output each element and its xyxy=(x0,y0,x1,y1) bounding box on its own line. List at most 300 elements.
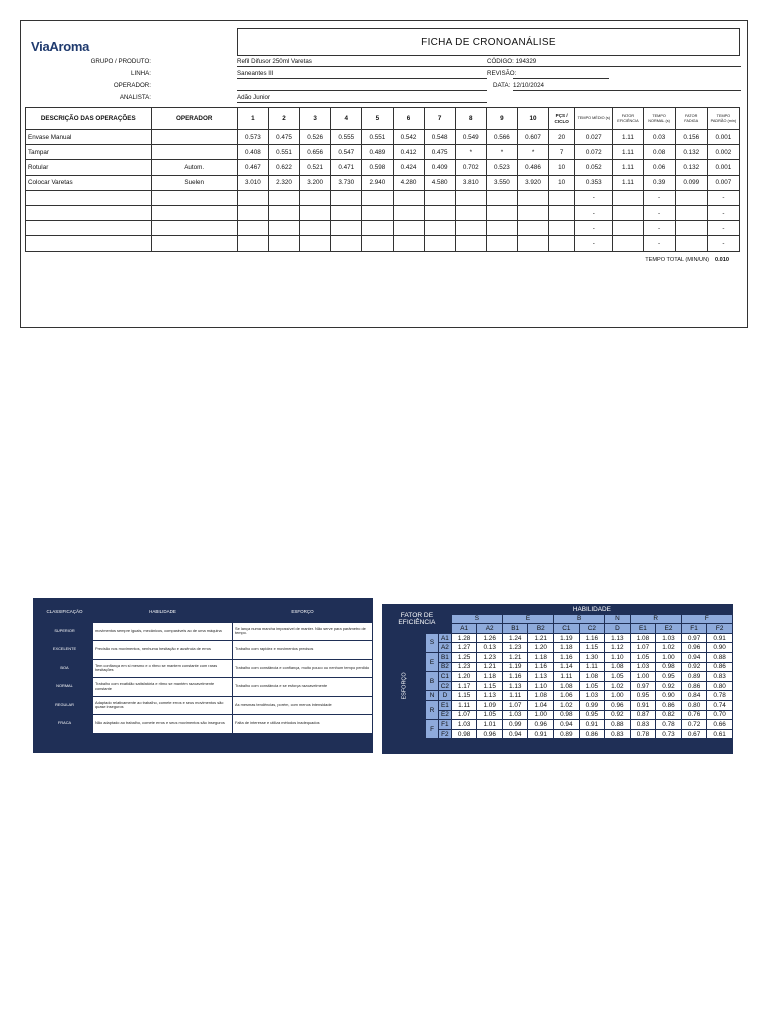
fe-value: 1.15 xyxy=(579,643,605,653)
fe-value: 1.00 xyxy=(528,710,554,720)
table-cell: 0.547 xyxy=(331,145,362,160)
fe-title: FATOR DE EFICIÊNCIA xyxy=(383,605,452,634)
fe-esforco-label: ESFORÇO xyxy=(383,633,426,739)
table-cell: 0.551 xyxy=(269,145,300,160)
table-cell xyxy=(269,236,300,251)
table-row xyxy=(26,221,740,236)
table-cell xyxy=(424,221,455,236)
table-cell: 0.099 xyxy=(675,175,707,190)
fe-value: 1.05 xyxy=(605,672,631,682)
fe-sub-A2: A2 xyxy=(477,624,503,634)
fe-value: 0.90 xyxy=(656,691,682,701)
fe-value: 0.99 xyxy=(502,720,528,730)
legend-header-esforco: ESFORÇO xyxy=(291,608,314,614)
table-cell: 4.580 xyxy=(424,175,455,190)
fe-value: 1.03 xyxy=(656,633,682,643)
table-cell xyxy=(151,145,237,160)
fe-value: 1.01 xyxy=(477,720,503,730)
table-row xyxy=(26,160,740,175)
table-cell: 0.548 xyxy=(424,130,455,145)
fe-value: 1.24 xyxy=(502,633,528,643)
fe-value: 1.21 xyxy=(528,633,554,643)
fe-value: 1.03 xyxy=(502,710,528,720)
fe-value: 1.18 xyxy=(554,643,580,653)
legend-description: Falta de interesse e utiliza métodos inadequados xyxy=(233,715,373,734)
fe-value: 0.89 xyxy=(681,672,707,682)
fe-value: 0.86 xyxy=(656,700,682,710)
table-cell: 0.156 xyxy=(675,130,707,145)
fe-value: 1.10 xyxy=(605,652,631,662)
table-cell: 0.489 xyxy=(362,145,393,160)
fe-value: 0.96 xyxy=(605,700,631,710)
table-cell: 2.940 xyxy=(362,175,393,190)
table-cell: 0.132 xyxy=(675,160,707,175)
fe-group-R: R xyxy=(630,614,681,624)
table-cell: - xyxy=(643,221,675,236)
fe-sub-B2: B2 xyxy=(528,624,554,634)
table-cell xyxy=(331,236,362,251)
fe-value: 0.94 xyxy=(681,652,707,662)
table-cell xyxy=(269,190,300,205)
fe-value: 0.78 xyxy=(656,720,682,730)
fe-value: 1.05 xyxy=(579,681,605,691)
table-cell xyxy=(613,205,643,220)
fe-row-code: D xyxy=(438,691,451,701)
fe-row-code: A2 xyxy=(438,643,451,653)
fe-value: 1.18 xyxy=(477,672,503,682)
legend-description: Precisão nos movimentos, nenhuma hesitação e ausência de erros xyxy=(93,641,233,660)
table-cell: 0.475 xyxy=(269,130,300,145)
table-cell xyxy=(549,221,575,236)
fe-value: 1.14 xyxy=(554,662,580,672)
fe-value: 1.13 xyxy=(528,672,554,682)
fe-value: 1.02 xyxy=(605,681,631,691)
table-cell: 0.001 xyxy=(707,130,739,145)
legend-description: Não adaptado ao trabalho, comete erros e seus movimentos são inseguros xyxy=(93,715,233,734)
fe-value: 0.95 xyxy=(579,710,605,720)
legend-description: Tem confiança em si mesmo e o ritmo se mantem constante com raras hesitações xyxy=(93,659,233,678)
fe-value: 1.15 xyxy=(477,681,503,691)
fe-row-group: R xyxy=(426,700,439,719)
table-cell xyxy=(393,221,424,236)
fe-value: 1.11 xyxy=(502,691,528,701)
table-cell: 0.353 xyxy=(575,175,613,190)
table-row xyxy=(26,175,740,190)
fe-value: 0.90 xyxy=(707,643,733,653)
fe-value: 1.06 xyxy=(554,691,580,701)
legend-row xyxy=(37,641,373,660)
legend-description: Se lança numa marcha impossível de manter. Não serve para parâmetro de tempo. xyxy=(233,622,373,641)
fe-value: 0.92 xyxy=(681,662,707,672)
table-cell xyxy=(151,205,237,220)
legend-header-habilidade: HABILIDADE xyxy=(149,608,176,614)
table-cell: 4.280 xyxy=(393,175,424,190)
table-cell: 2.320 xyxy=(269,175,300,190)
table-cell xyxy=(393,205,424,220)
fe-value: 0.78 xyxy=(707,691,733,701)
fe-value: 0.99 xyxy=(579,700,605,710)
table-cell: Rotular xyxy=(26,160,152,175)
fe-sub-D: D xyxy=(605,624,631,634)
table-cell: 0.03 xyxy=(643,130,675,145)
column-header-14: FATOR EFICIÊNCIA xyxy=(613,108,643,130)
fe-row-code: F1 xyxy=(438,720,451,730)
fe-row-code: E1 xyxy=(438,700,451,710)
legend-classification: SUPERIOR xyxy=(37,622,93,641)
fe-value: 1.02 xyxy=(656,643,682,653)
fe-value: 0.91 xyxy=(579,720,605,730)
table-cell: 0.598 xyxy=(362,160,393,175)
table-cell: Colocar Varetas xyxy=(26,175,152,190)
table-cell: 0.06 xyxy=(643,160,675,175)
fe-value: 0.96 xyxy=(528,720,554,730)
fe-row-code: B1 xyxy=(438,652,451,662)
fe-value: 1.18 xyxy=(528,652,554,662)
table-cell xyxy=(518,236,549,251)
table-cell: * xyxy=(486,145,517,160)
table-cell: 0.467 xyxy=(237,160,268,175)
table-cell xyxy=(675,205,707,220)
fe-value: 1.07 xyxy=(502,700,528,710)
fe-value: 0.61 xyxy=(707,729,733,739)
fe-value: 1.07 xyxy=(451,710,477,720)
table-cell xyxy=(151,221,237,236)
fe-sub-F1: F1 xyxy=(681,624,707,634)
table-cell xyxy=(455,221,486,236)
table-cell: Envase Manual xyxy=(26,130,152,145)
table-cell: 0.002 xyxy=(707,145,739,160)
fe-row-group: S xyxy=(426,633,439,652)
table-cell: 0.523 xyxy=(486,160,517,175)
fe-value: 0.70 xyxy=(707,710,733,720)
fe-value: 1.23 xyxy=(451,662,477,672)
table-cell: 20 xyxy=(549,130,575,145)
table-cell xyxy=(237,205,268,220)
total-value: 0.010 xyxy=(715,257,729,263)
fe-value: 1.11 xyxy=(451,700,477,710)
fe-value: 0.88 xyxy=(605,720,631,730)
fe-sub-C2: C2 xyxy=(579,624,605,634)
table-cell xyxy=(613,190,643,205)
fe-value: 0.73 xyxy=(656,729,682,739)
column-header-6: 5 xyxy=(362,108,393,130)
fe-value: 0.74 xyxy=(707,700,733,710)
fe-value: 1.09 xyxy=(477,700,503,710)
fe-value: 0.80 xyxy=(681,700,707,710)
legend-row xyxy=(37,622,373,641)
table-cell xyxy=(455,236,486,251)
legend-row xyxy=(37,696,373,715)
table-cell: - xyxy=(575,190,613,205)
fe-value: 1.10 xyxy=(528,681,554,691)
header-row-analista xyxy=(21,93,741,103)
header-row-produto xyxy=(21,57,741,67)
table-cell: 0.702 xyxy=(455,160,486,175)
fe-value: 1.21 xyxy=(477,662,503,672)
fe-data-row xyxy=(383,720,733,730)
table-row xyxy=(26,190,740,205)
column-header-8: 7 xyxy=(424,108,455,130)
table-cell: 10 xyxy=(549,160,575,175)
table-cell xyxy=(331,205,362,220)
table-cell: 7 xyxy=(549,145,575,160)
legend-classification: EXCELENTE xyxy=(37,641,93,660)
fe-value: 0.91 xyxy=(707,633,733,643)
label-operador: OPERADOR: xyxy=(113,82,151,89)
fe-value: 1.20 xyxy=(451,672,477,682)
legend-classification: FRACA xyxy=(37,715,93,734)
column-header-3: 2 xyxy=(269,108,300,130)
value-grupo-produto: Refil Difusor 250ml Varetas xyxy=(237,57,487,67)
fe-row-code: F2 xyxy=(438,729,451,739)
fe-row-group: F xyxy=(426,720,439,739)
table-row xyxy=(26,236,740,251)
fe-value: 0.86 xyxy=(681,681,707,691)
table-cell: 0.424 xyxy=(393,160,424,175)
fe-value: 0.96 xyxy=(681,643,707,653)
table-cell xyxy=(675,236,707,251)
table-cell: 0.471 xyxy=(331,160,362,175)
operations-table xyxy=(25,107,740,252)
table-cell xyxy=(675,221,707,236)
fe-value: 1.27 xyxy=(451,643,477,653)
fe-value: 0.98 xyxy=(554,710,580,720)
table-cell: 0.526 xyxy=(300,130,331,145)
fe-value: 1.19 xyxy=(554,633,580,643)
table-cell: 0.001 xyxy=(707,160,739,175)
table-cell: * xyxy=(455,145,486,160)
cronoanalise-sheet xyxy=(20,20,748,328)
fe-value: 1.16 xyxy=(554,652,580,662)
table-cell: Autom. xyxy=(151,160,237,175)
table-cell xyxy=(486,190,517,205)
fe-row-code: C1 xyxy=(438,672,451,682)
table-cell xyxy=(151,236,237,251)
table-cell xyxy=(486,236,517,251)
table-cell xyxy=(518,190,549,205)
table-cell: - xyxy=(707,221,739,236)
table-cell: 0.521 xyxy=(300,160,331,175)
fe-value: 1.05 xyxy=(477,710,503,720)
table-cell xyxy=(269,221,300,236)
label-revisao: REVISÃO: xyxy=(487,70,517,77)
fe-value: 1.11 xyxy=(554,672,580,682)
legend-classification: BOA xyxy=(37,659,93,678)
fe-sub-E1: E1 xyxy=(630,624,656,634)
fe-value: 1.28 xyxy=(451,633,477,643)
table-cell: - xyxy=(643,190,675,205)
fe-value: 0.72 xyxy=(681,720,707,730)
fe-value: 1.05 xyxy=(630,652,656,662)
legend-classification: NORMAL xyxy=(37,678,93,697)
column-header-16: FATOR FADIGA xyxy=(675,108,707,130)
column-header-0: DESCRIÇÃO DAS OPERAÇÕES xyxy=(26,108,152,130)
fe-value: 1.12 xyxy=(605,643,631,653)
fe-value: 0.98 xyxy=(656,662,682,672)
fe-value: 0.95 xyxy=(630,691,656,701)
table-cell xyxy=(455,205,486,220)
legend-description: Adaptado relativamente ao trabalho, comete erros e seus movimentos são quase inseguros xyxy=(93,696,233,715)
fe-row-group: E xyxy=(426,652,439,671)
fe-row-group: N xyxy=(426,691,439,701)
fe-value: 1.08 xyxy=(528,691,554,701)
table-cell xyxy=(362,221,393,236)
fe-value: 1.11 xyxy=(579,662,605,672)
fe-row-code: E2 xyxy=(438,710,451,720)
fe-sub-E2: E2 xyxy=(656,624,682,634)
table-cell xyxy=(486,205,517,220)
fe-data-row xyxy=(383,672,733,682)
table-cell xyxy=(151,130,237,145)
table-cell: 3.200 xyxy=(300,175,331,190)
fe-group-N: N xyxy=(605,614,631,624)
table-cell xyxy=(300,190,331,205)
fe-value: 0.78 xyxy=(630,729,656,739)
fe-value: 1.03 xyxy=(451,720,477,730)
fe-value: 1.25 xyxy=(451,652,477,662)
fe-data-row xyxy=(383,700,733,710)
table-cell: 0.132 xyxy=(675,145,707,160)
fe-value: 1.00 xyxy=(605,691,631,701)
table-cell: - xyxy=(575,236,613,251)
column-header-2: 1 xyxy=(237,108,268,130)
table-cell xyxy=(237,190,268,205)
table-cell: 1.11 xyxy=(613,175,643,190)
table-cell: 0.072 xyxy=(575,145,613,160)
fe-value: 0.80 xyxy=(707,681,733,691)
fe-row-code: B2 xyxy=(438,662,451,672)
fe-sub-B1: B1 xyxy=(502,624,528,634)
table-cell: 1.11 xyxy=(613,145,643,160)
label-analista: ANALISTA: xyxy=(119,94,151,101)
table-cell xyxy=(549,236,575,251)
legend-description: Trabalho com rapidez e movimentos precisos xyxy=(233,641,373,660)
table-cell: 0.486 xyxy=(518,160,549,175)
table-cell xyxy=(362,205,393,220)
fe-value: 1.03 xyxy=(630,662,656,672)
fe-value: 1.13 xyxy=(477,691,503,701)
fe-value: 1.23 xyxy=(477,652,503,662)
table-cell xyxy=(613,236,643,251)
table-cell xyxy=(300,221,331,236)
table-cell: 3.920 xyxy=(518,175,549,190)
fe-data-row xyxy=(383,691,733,701)
table-cell xyxy=(300,236,331,251)
table-cell: 0.409 xyxy=(424,160,455,175)
table-cell xyxy=(393,236,424,251)
efficiency-factor-table xyxy=(382,604,733,754)
label-data: DATA: xyxy=(493,82,511,89)
table-cell xyxy=(237,221,268,236)
fe-value: 1.13 xyxy=(605,633,631,643)
table-cell xyxy=(518,205,549,220)
table-cell: 0.542 xyxy=(393,130,424,145)
table-cell: - xyxy=(707,205,739,220)
fe-group-F: F xyxy=(681,614,732,624)
legend-description: Trabalho com constância e confiança, muito pouco ou nenhum tempo perdido xyxy=(233,659,373,678)
fe-value: 0.94 xyxy=(502,729,528,739)
table-cell: 1.11 xyxy=(613,160,643,175)
fe-value: 1.20 xyxy=(528,643,554,653)
table-cell xyxy=(549,190,575,205)
fe-group-E: E xyxy=(502,614,553,624)
table-cell: 0.555 xyxy=(331,130,362,145)
table-cell xyxy=(269,205,300,220)
table-cell xyxy=(424,190,455,205)
value-analista: Adão Junior xyxy=(237,93,487,103)
fe-value: 0.86 xyxy=(707,662,733,672)
table-cell: 0.08 xyxy=(643,145,675,160)
fe-header-row xyxy=(383,605,733,615)
table-cell: 3.730 xyxy=(331,175,362,190)
legend-description: movimentos sempre iguais, mecânicos, comparáveis ao de uma máquina xyxy=(93,622,233,641)
fe-value: 0.92 xyxy=(656,681,682,691)
table-cell: 0.566 xyxy=(486,130,517,145)
fe-value: 1.16 xyxy=(579,633,605,643)
fe-value: 0.86 xyxy=(579,729,605,739)
fe-data-row xyxy=(383,652,733,662)
table-cell xyxy=(393,190,424,205)
fe-sub-C1: C1 xyxy=(554,624,580,634)
fe-value: 1.23 xyxy=(502,643,528,653)
fe-value: 0.97 xyxy=(681,633,707,643)
fe-group-B: B xyxy=(554,614,605,624)
table-cell xyxy=(455,190,486,205)
classification-legend xyxy=(33,598,373,753)
fe-value: 0.95 xyxy=(656,672,682,682)
value-codigo: 194329 xyxy=(515,58,537,65)
fe-value: 0.91 xyxy=(630,700,656,710)
header-row-linha xyxy=(21,69,741,79)
column-header-10: 9 xyxy=(486,108,517,130)
fe-value: 1.19 xyxy=(502,662,528,672)
legend-row xyxy=(37,715,373,734)
label-grupo-produto: GRUPO / PRODUTO: xyxy=(90,58,151,65)
fe-sub-F2: F2 xyxy=(707,624,733,634)
fe-value: 1.08 xyxy=(554,681,580,691)
table-cell: * xyxy=(518,145,549,160)
fe-row-code: A1 xyxy=(438,633,451,643)
column-header-17: TEMPO PADRÃO (min) xyxy=(707,108,739,130)
table-cell: 3.550 xyxy=(486,175,517,190)
total-label: TEMPO TOTAL (MIN/UN) xyxy=(645,257,709,263)
table-cell: Suelen xyxy=(151,175,237,190)
fe-value: 1.04 xyxy=(528,700,554,710)
fe-value: 0.91 xyxy=(528,729,554,739)
table-cell: 0.551 xyxy=(362,130,393,145)
table-cell xyxy=(362,190,393,205)
table-cell: 0.412 xyxy=(393,145,424,160)
table-row xyxy=(26,130,740,145)
sheet-title: FICHA DE CRONOANÁLISE xyxy=(237,28,740,56)
fe-value: 1.13 xyxy=(502,681,528,691)
fe-row-code: C2 xyxy=(438,681,451,691)
fe-value: 0.83 xyxy=(605,729,631,739)
column-header-13: TEMPO MÉDIO (s) xyxy=(575,108,613,130)
fe-value: 1.02 xyxy=(554,700,580,710)
table-cell: 3.810 xyxy=(455,175,486,190)
table-cell: - xyxy=(643,205,675,220)
table-cell: 0.549 xyxy=(455,130,486,145)
fe-value: 1.21 xyxy=(502,652,528,662)
table-header-row xyxy=(26,108,740,130)
legend-description: Trabalho com exatidão satisfatória e ritmo se mantém razoavelmente constante xyxy=(93,678,233,697)
table-cell xyxy=(362,236,393,251)
fe-sub-A1: A1 xyxy=(451,624,477,634)
viaaroma-logo: ViaAroma xyxy=(31,39,90,54)
table-cell: 0.408 xyxy=(237,145,268,160)
table-cell: 0.622 xyxy=(269,160,300,175)
